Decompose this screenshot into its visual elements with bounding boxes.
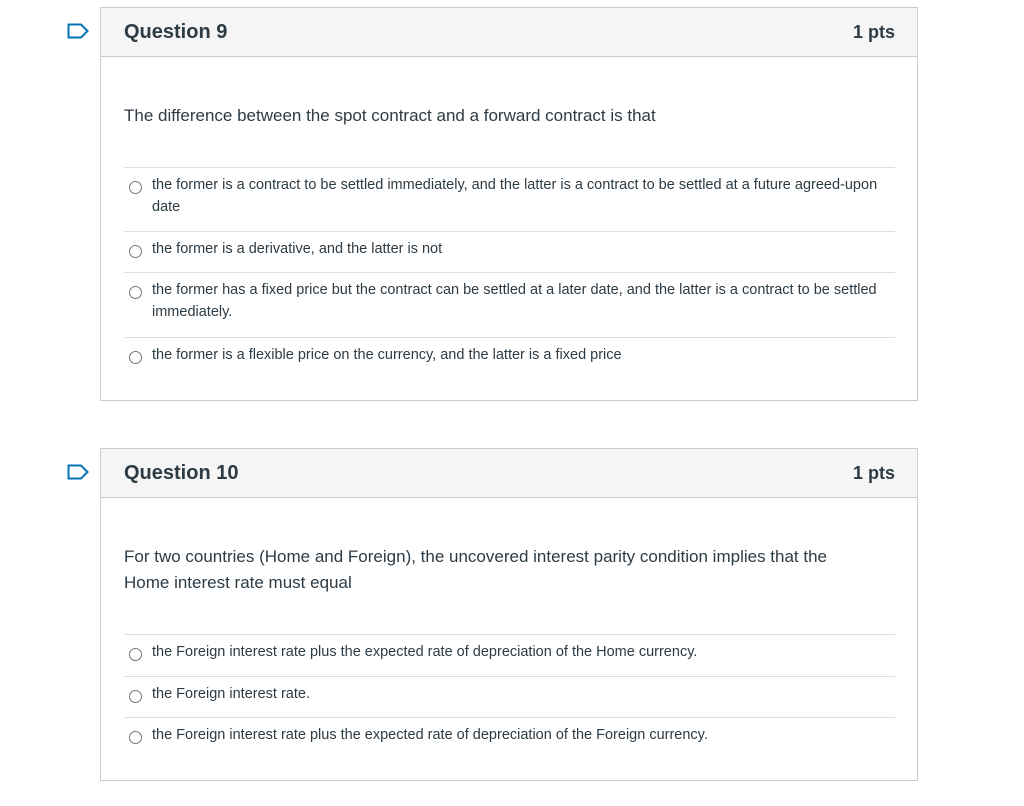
answer-option[interactable] xyxy=(124,634,895,676)
question-points: 1 pts xyxy=(852,21,895,42)
answer-option[interactable] xyxy=(124,717,895,759)
answer-option[interactable] xyxy=(124,167,895,231)
radio-button[interactable] xyxy=(129,690,142,703)
answer-option[interactable] xyxy=(124,337,895,378)
answer-label: the former is a flexible price on the currency, and the latter is a fixed price xyxy=(152,347,622,363)
answer-label: the former is a derivative, and the latter is not xyxy=(152,241,443,257)
question-text: The difference between the spot contract and a forward contract is that xyxy=(124,106,656,125)
question-title: Question 9 xyxy=(124,20,228,43)
answer-option[interactable] xyxy=(124,272,895,337)
radio-button[interactable] xyxy=(129,181,142,194)
question-9 xyxy=(100,7,918,401)
answer-label: the Foreign interest rate. xyxy=(152,686,310,702)
question-header xyxy=(101,449,917,498)
radio-button[interactable] xyxy=(129,731,142,744)
question-header xyxy=(101,8,917,57)
question-10 xyxy=(100,448,918,781)
answer-label: the Foreign interest rate plus the expected rate of depreciation of the Home currency. xyxy=(152,644,698,660)
answer-label: the former has a fixed price but the contract can be settled at a later date, and the latter is a contract to be settled immediately. xyxy=(152,282,877,320)
answer-label: the Foreign interest rate plus the expected rate of depreciation of the Foreign currency. xyxy=(152,727,708,743)
answer-label: the former is a contract to be settled immediately, and the latter is a contract to be settled at a future agreed-upon date xyxy=(152,177,878,215)
answer-option[interactable] xyxy=(124,676,895,717)
flag-question-icon[interactable] xyxy=(67,23,89,39)
question-points: 1 pts xyxy=(852,462,895,483)
answer-option[interactable] xyxy=(124,231,895,272)
radio-button[interactable] xyxy=(129,286,142,299)
answer-list xyxy=(124,167,895,378)
question-text: For two countries (Home and Foreign), the uncovered interest parity condition implies that the Home interest rate must equal xyxy=(124,547,828,592)
answer-list xyxy=(124,634,895,759)
radio-button[interactable] xyxy=(129,648,142,661)
question-title: Question 10 xyxy=(124,461,239,484)
radio-button[interactable] xyxy=(129,351,142,364)
radio-button[interactable] xyxy=(129,245,142,258)
flag-question-icon[interactable] xyxy=(67,464,89,480)
